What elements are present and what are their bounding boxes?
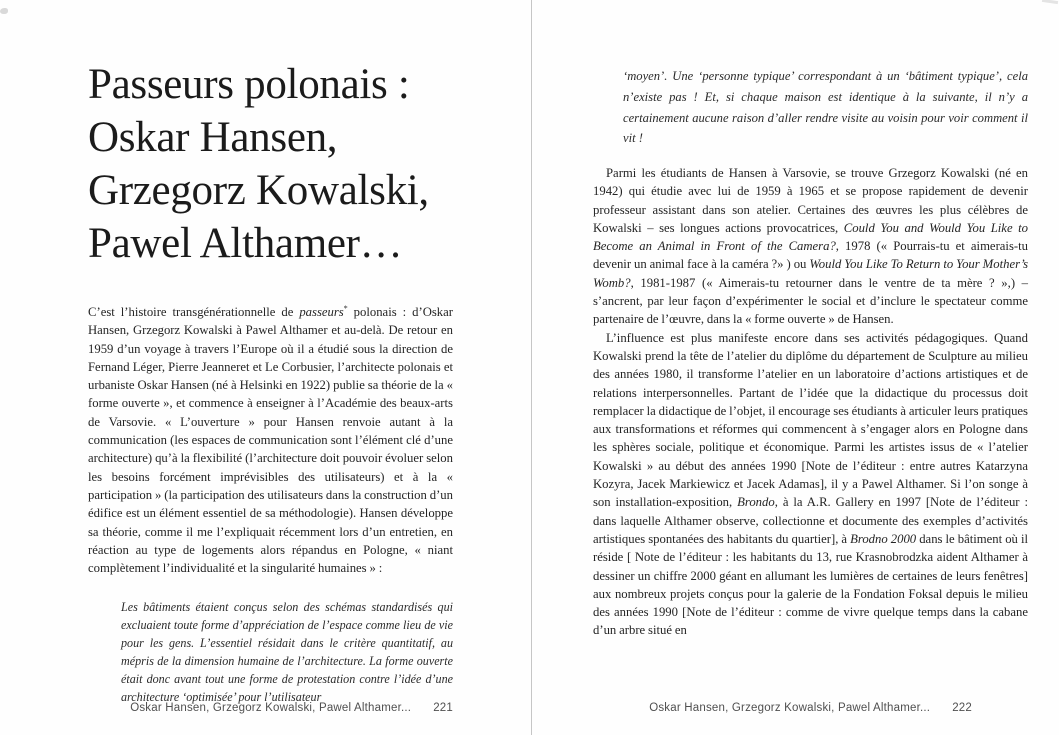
chapter-title-line-4: Pawel Althamer… <box>88 220 403 267</box>
paragraph-influence: L’influence est plus manifeste encore dans ses activités pédagogiques. Quand Kowalski prend la tête de l’atelier du diplôme du département de Sculpture au milieu des années 1980, il transforme l’atelier en un laboratoire d’actions artistiques et de relations interpersonnelles. Partant de l’idée que la didactique du processus doit remplacer la didactique de l’objet, il encourage ses étudiants à articuler leurs pratiques aux transformations et réformes qui commencent à s’engager alors en Pologne dans les sphères sociale, politique et économique. Parmi les artistes issus de « l’atelier Kowalski » au début des années 1990 [Note de l’éditeur : entre autres Katarzyna Kozyra, Jacek Markiewicz et Jacek Adamas], il y a Pawel Althamer. Si l’on songe à son installation-exposition, Brondo, à la A.R. Gallery en 1997 [Note de l’éditeur : dans laquelle Althamer observe, collectionne et documente des exemples d’activités artistiques spontanées des habitants du quartier], à Brodno 2000 dans le bâtiment où il réside [ Note de l’éditeur : les habitants du 13, rue Krasnobrodzka aident Althamer à dessiner un chiffre 2000 géant en allumant les lumières de certaines de leurs fenêtres] aux nombreux projets conçus pour la galerie de la Fondation Foksal depuis le milieu des années 1990 [Note de l’éditeur : comme de vivre quelque temps dans la cabane d’un arbre situé en <box>593 330 1028 638</box>
running-title-left: Oskar Hansen, Grzegorz Kowalski, Pawel Althamer... <box>130 702 412 714</box>
page-footer-right <box>593 702 972 714</box>
hansen-blockquote-continuation: ‘moyen’. Une ‘personne typique’ correspondant à un ‘bâtiment typique’, cela n’existe pas ! Et, si chaque maison est identique à la suivante, il n’y a certainement aucune raison d’aller rendre visite au voisin pour voir comment il vit ! <box>623 69 1028 146</box>
hansen-blockquote: Les bâtiments étaient conçus selon des schémas standardisés qui excluaient toute forme d’appréciation de l’espace comme lieu de vie pour les gens. L’essentiel résidait dans le critère quantitatif, au mépris de la dimension humaine de l’architecture. La forme ouverte était donc avant tout une forme de protestation contre l’idée d’une architecture ‘optimisée’ pour l’utilisateur <box>121 600 453 704</box>
page-footer-left <box>88 702 453 714</box>
body-column-right <box>593 164 1028 640</box>
page-number-right: 222 <box>952 702 972 714</box>
scan-artifact-top-right <box>1042 0 1058 4</box>
page-right <box>593 0 1028 735</box>
page-left <box>88 0 453 735</box>
page-gutter-divider <box>531 0 532 735</box>
chapter-title-line-3: Grzegorz Kowalski, <box>88 167 429 214</box>
intro-paragraph: C’est l’histoire transgénérationnelle de passeurs* polonais : d’Oskar Hansen, Grzegorz Kowalski à Pawel Althamer et au-delà. De retour en 1959 d’un voyage à travers l’Europe où il a étudié sous la direction de Fernand Léger, Pierre Jeanneret et Le Corbusier, l’architecte polonais et urbaniste Oskar Hansen (né à Helsinki en 1922) publie sa théorie de la « forme ouverte », et commence à enseigner à l’Académie des beaux-arts de Varsovie. « L’ouverture » pour Hansen renvoie autant à la communication (les espaces de communication sont l’élément clé d’une architecture) qu’à la flexibilité (l’architecture doit pouvoir évoluer selon les besoins forcément imprévisibles des utilisateurs) et à la « participation » (la participation des utilisateurs dans la construction d’un édifice est un élément essentiel de sa méthodologie). Hansen développe sa théorie, comme il me l’expliquait récemment lors d’un entretien, en réaction au type de logements alors répandus en Pologne, « niant complètement l’individualité et la singularité humaines » : <box>88 303 453 576</box>
paragraph-kowalski: Parmi les étudiants de Hansen à Varsovie, se trouve Grzegorz Kowalski (né en 1942) qui étudie avec lui de 1959 à 1965 et se propose rapidement de devenir professeur assistant dans son atelier. Certaines des œuvres les plus célèbres de Kowalski – ses longues actions provocatrices, Could You and Would You Like to Become an Animal in Front of the Camera?, 1978 (« Pourrais-tu et aimerais-tu devenir un animal face à la caméra ?» ) ou Would You Like To Return to Your Mother’s Womb?, 1981-1987 (« Aimerais-tu retourner dans le ventre de ta mère ? »,) – s’ancrent, par leur façon d’expérimenter le social et d’inclure le spectateur comme partenaire de l’œuvre, dans la « forme ouverte » de Hansen. <box>593 166 1029 327</box>
chapter-title-line-1: Passeurs polonais : <box>88 61 410 108</box>
running-title-right: Oskar Hansen, Grzegorz Kowalski, Pawel Althamer... <box>649 702 931 714</box>
chapter-title-line-2: Oskar Hansen, <box>88 114 338 161</box>
page-number-left: 221 <box>433 702 453 714</box>
chapter-title <box>88 58 429 270</box>
scan-artifact-top-left <box>0 8 8 14</box>
